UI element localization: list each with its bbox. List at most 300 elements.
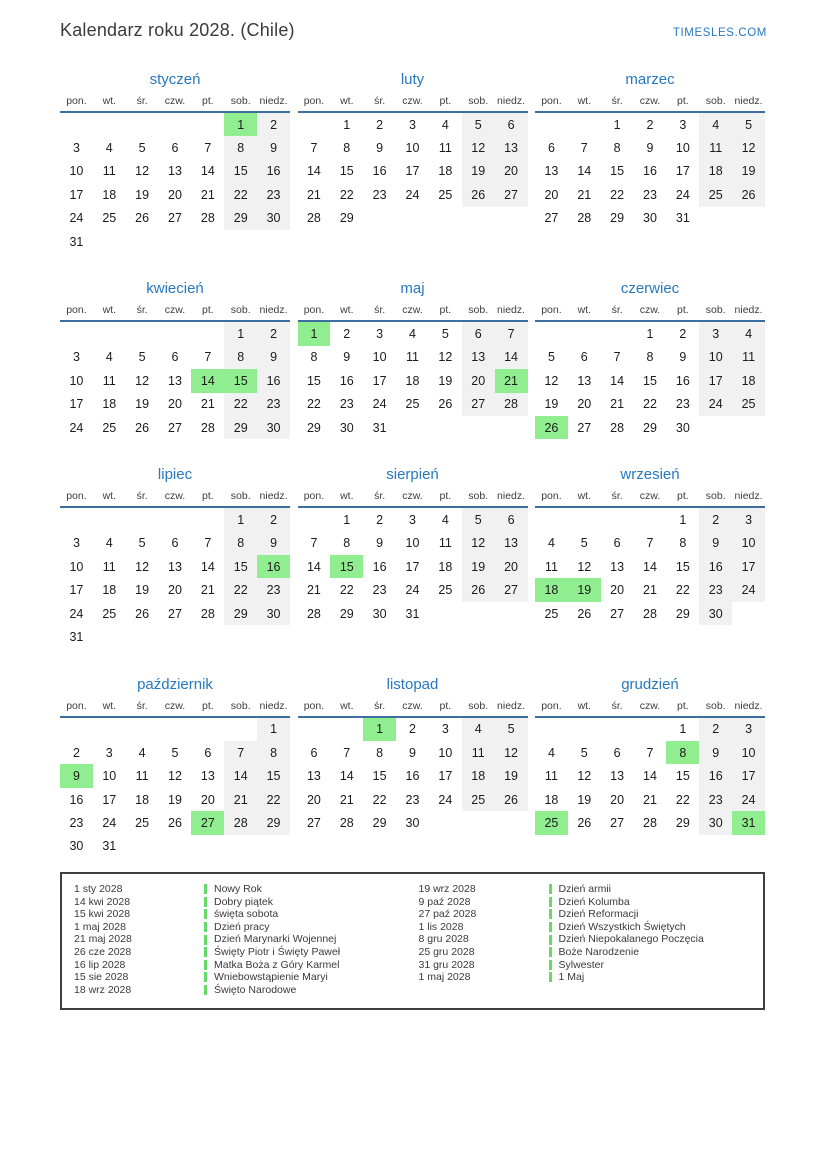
weekday-label: sob. xyxy=(705,95,726,107)
day-cell-holiday: 1 xyxy=(224,113,257,136)
day-cell: 5 xyxy=(547,350,555,365)
day-cell: 7 xyxy=(224,741,257,764)
day-cell: 18 xyxy=(405,373,420,388)
weekday-label: sob. xyxy=(230,490,251,503)
day-cell: 7 xyxy=(613,350,621,365)
day-cell: 22 xyxy=(339,583,354,598)
legend-entry xyxy=(549,959,764,972)
weekday-label: pt. xyxy=(677,304,689,317)
day-cell: 6 xyxy=(613,536,621,551)
day-cell: 21 xyxy=(306,583,321,598)
legend-holiday-name: Sylwester xyxy=(558,958,605,971)
day-cell: 16 xyxy=(372,559,387,574)
day-cell: 2 xyxy=(409,722,416,737)
day-cell: 5 xyxy=(580,745,588,760)
day-cell-holiday: 16 xyxy=(257,555,290,578)
day-cell: 24 xyxy=(69,606,84,621)
weekday-label: niedz. xyxy=(497,490,526,503)
day-cell: 17 xyxy=(438,769,453,784)
day-cell-empty xyxy=(93,230,126,253)
day-cell-empty xyxy=(60,508,93,531)
day-cell: 6 xyxy=(462,322,495,345)
legend-date: 1 sty 2028 xyxy=(74,883,123,895)
holiday-marker-icon xyxy=(204,972,207,982)
day-cell: 6 xyxy=(580,350,588,365)
day-cell: 1 xyxy=(343,117,351,132)
weekday-label: pon. xyxy=(66,699,87,712)
day-cell-holiday: 8 xyxy=(666,741,699,764)
day-cell-empty xyxy=(257,835,290,858)
day-cell: 21 xyxy=(224,788,257,811)
day-cell: 8 xyxy=(343,141,351,156)
day-cell: 20 xyxy=(495,555,528,578)
day-cell-empty xyxy=(93,113,126,136)
legend-dates-1 xyxy=(74,883,204,996)
day-cell: 13 xyxy=(544,164,559,179)
day-cell: 3 xyxy=(72,350,80,365)
day-cell: 16 xyxy=(372,164,387,179)
legend-date: 14 kwi 2028 xyxy=(74,895,131,908)
legend-column-1 xyxy=(74,883,419,996)
day-cell-holiday: 1 xyxy=(298,322,331,345)
day-cell-empty xyxy=(732,602,765,625)
day-cell: 22 xyxy=(610,187,625,202)
legend-holiday-name: Święto Narodowe xyxy=(214,983,297,996)
legend-date: 21 maj 2028 xyxy=(74,933,132,946)
day-cell: 3 xyxy=(376,327,384,342)
day-cell: 10 xyxy=(732,741,765,764)
day-cell: 5 xyxy=(138,350,146,365)
day-cell-holiday: 1 xyxy=(363,718,396,741)
day-cell: 26 xyxy=(462,578,495,601)
day-cell: 15 xyxy=(339,164,354,179)
day-cell: 18 xyxy=(438,164,453,179)
weekday-label: czw. xyxy=(639,304,661,317)
legend-holiday-name: Święty Piotr i Święty Paweł xyxy=(214,945,341,958)
legend-date: 1 maj 2028 xyxy=(74,920,126,933)
day-cell: 4 xyxy=(105,536,113,551)
weekday-label: śr. xyxy=(374,490,386,503)
day-cell: 12 xyxy=(135,373,150,388)
weekday-label: czw. xyxy=(639,95,661,107)
holiday-marker-icon xyxy=(549,947,552,957)
weekday-label: wt. xyxy=(102,699,116,712)
day-cell-empty xyxy=(126,718,159,741)
weekday-label: niedz. xyxy=(259,95,288,107)
legend-date: 26 cze 2028 xyxy=(74,945,132,958)
day-cell: 11 xyxy=(699,136,732,159)
weekday-header-row xyxy=(535,490,765,508)
legend-holiday-name: 1 Maj xyxy=(558,971,585,984)
day-cell: 28 xyxy=(577,211,592,226)
weekday-header-row xyxy=(298,304,528,322)
day-cell: 19 xyxy=(462,555,495,578)
day-cell: 4 xyxy=(547,536,555,551)
day-cell-empty xyxy=(568,508,601,531)
weekday-label: wt. xyxy=(577,304,591,317)
month-title: kwiecień xyxy=(146,280,204,298)
day-cell: 14 xyxy=(643,559,657,574)
month-title: lipiec xyxy=(157,466,193,484)
day-cell: 19 xyxy=(544,397,559,412)
day-cell: 12 xyxy=(544,373,559,388)
day-cell: 2 xyxy=(72,745,80,760)
day-cell: 14 xyxy=(306,559,321,574)
day-cell: 23 xyxy=(675,397,690,412)
day-cell: 9 xyxy=(679,350,687,365)
day-cell: 12 xyxy=(577,769,592,784)
day-cell: 2 xyxy=(699,508,732,531)
day-cell: 2 xyxy=(376,512,384,527)
day-cell-empty xyxy=(126,625,159,648)
day-cell-empty xyxy=(159,322,192,345)
day-cell: 17 xyxy=(732,764,765,787)
day-cell: 7 xyxy=(204,141,212,156)
day-cell: 13 xyxy=(200,769,215,784)
day-cell-empty xyxy=(699,207,732,230)
day-cell: 8 xyxy=(343,536,351,551)
day-cell: 1 xyxy=(613,117,621,132)
day-cell: 30 xyxy=(372,606,387,621)
day-cell: 7 xyxy=(310,141,318,156)
day-cell: 19 xyxy=(438,373,453,388)
weekday-label: pt. xyxy=(202,304,214,317)
day-cell: 26 xyxy=(462,183,495,206)
day-cell: 29 xyxy=(610,211,625,226)
day-cell: 30 xyxy=(339,420,354,435)
day-cell: 21 xyxy=(200,397,215,412)
day-cell: 22 xyxy=(224,578,257,601)
month-kwiecień xyxy=(60,280,290,439)
weekday-label: wt. xyxy=(577,490,591,503)
month-title: sierpień xyxy=(386,466,439,484)
holiday-marker-icon xyxy=(204,922,207,932)
day-cell: 25 xyxy=(102,211,117,226)
legend-entry xyxy=(204,921,419,934)
day-cell: 11 xyxy=(102,559,116,574)
day-cell: 2 xyxy=(376,117,384,132)
day-cell: 21 xyxy=(610,397,625,412)
day-cell: 29 xyxy=(224,602,257,625)
day-cell: 23 xyxy=(643,187,657,202)
day-cell-empty xyxy=(429,811,462,834)
legend-entry xyxy=(549,921,764,934)
day-cell: 24 xyxy=(732,788,765,811)
day-cell-empty xyxy=(159,835,192,858)
day-cell: 31 xyxy=(69,629,84,644)
day-cell-empty xyxy=(462,416,495,439)
day-cell: 20 xyxy=(610,583,625,598)
day-cell-empty xyxy=(601,718,634,741)
day-cell: 2 xyxy=(257,508,290,531)
day-cell: 11 xyxy=(462,741,495,764)
holiday-marker-icon xyxy=(549,972,552,982)
day-cell: 6 xyxy=(171,350,179,365)
day-cell-empty xyxy=(462,811,495,834)
weekday-label: niedz. xyxy=(734,699,763,712)
day-cell: 23 xyxy=(339,397,354,412)
day-cell: 29 xyxy=(675,606,690,621)
weekday-label: czw. xyxy=(402,304,423,317)
day-cell: 18 xyxy=(732,369,765,392)
day-cell: 10 xyxy=(732,532,765,555)
day-cell-empty xyxy=(191,113,224,136)
month-title: październik xyxy=(137,675,213,693)
day-cell: 8 xyxy=(224,532,257,555)
day-cell: 8 xyxy=(224,136,257,159)
day-cell: 30 xyxy=(257,416,290,439)
holiday-marker-icon xyxy=(549,960,552,970)
day-cell: 31 xyxy=(675,211,690,226)
day-cell: 7 xyxy=(646,536,654,551)
day-cell: 21 xyxy=(200,187,215,202)
day-cell: 17 xyxy=(732,555,765,578)
day-cell: 29 xyxy=(306,420,321,435)
day-grid xyxy=(60,322,290,439)
day-cell: 2 xyxy=(257,322,290,345)
day-cell: 29 xyxy=(643,420,657,435)
site-link[interactable]: TIMESLES.COM xyxy=(672,27,767,39)
weekday-header-row xyxy=(60,95,290,113)
day-cell-empty xyxy=(126,322,159,345)
weekday-label: pon. xyxy=(66,95,87,107)
day-cell: 11 xyxy=(544,769,558,784)
legend-holiday-name: Matka Boża z Góry Karmel xyxy=(214,958,340,971)
day-cell: 23 xyxy=(405,792,420,807)
weekday-label: pt. xyxy=(677,95,689,107)
day-cell: 19 xyxy=(577,792,592,807)
day-cell: 1 xyxy=(224,322,257,345)
day-cell-empty xyxy=(257,625,290,648)
weekday-label: sob. xyxy=(468,304,489,317)
day-cell: 14 xyxy=(495,346,528,369)
day-cell: 9 xyxy=(376,141,384,156)
day-cell-empty xyxy=(191,230,224,253)
day-cell: 4 xyxy=(547,745,555,760)
month-title: wrzesień xyxy=(620,466,680,484)
day-cell: 16 xyxy=(699,555,732,578)
day-cell: 5 xyxy=(138,141,146,156)
day-cell: 27 xyxy=(544,211,559,226)
holiday-marker-icon xyxy=(549,884,552,894)
legend-date: 27 paź 2028 xyxy=(418,908,477,921)
weekday-label: sob. xyxy=(230,699,251,712)
day-cell: 27 xyxy=(495,578,528,601)
day-cell: 4 xyxy=(441,512,449,527)
day-cell: 25 xyxy=(544,606,559,621)
day-cell-empty xyxy=(93,718,126,741)
weekday-label: wt. xyxy=(340,490,354,503)
day-cell: 14 xyxy=(306,164,321,179)
weekday-label: pt. xyxy=(677,490,689,503)
day-cell: 24 xyxy=(675,187,690,202)
day-cell: 6 xyxy=(495,113,528,136)
day-cell-empty xyxy=(191,718,224,741)
day-cell: 18 xyxy=(135,792,150,807)
weekday-label: czw. xyxy=(402,699,423,712)
day-cell: 23 xyxy=(372,187,387,202)
day-cell: 6 xyxy=(310,745,318,760)
weekday-label: pt. xyxy=(202,490,214,503)
month-styczeń xyxy=(60,71,290,253)
weekday-label: niedz. xyxy=(259,490,288,503)
day-cell: 6 xyxy=(171,141,179,156)
day-grid xyxy=(535,113,765,230)
day-cell-empty xyxy=(495,416,528,439)
weekday-label: pon. xyxy=(303,304,325,317)
day-cell: 29 xyxy=(257,811,290,834)
weekday-label: śr. xyxy=(374,95,386,107)
weekday-header-row xyxy=(535,95,765,113)
day-cell: 30 xyxy=(405,815,420,830)
day-cell: 10 xyxy=(405,141,420,156)
day-cell: 25 xyxy=(102,420,117,435)
day-cell: 29 xyxy=(339,606,354,621)
day-cell: 25 xyxy=(135,815,150,830)
day-cell: 17 xyxy=(405,559,420,574)
day-cell: 3 xyxy=(409,512,416,527)
weekday-label: śr. xyxy=(611,699,623,712)
day-cell-holiday: 21 xyxy=(495,369,528,392)
day-cell: 20 xyxy=(544,187,559,202)
day-cell-empty xyxy=(429,602,462,625)
day-cell-holiday: 9 xyxy=(60,764,93,787)
weekday-label: pt. xyxy=(202,699,214,712)
day-cell: 16 xyxy=(699,764,732,787)
holiday-marker-icon xyxy=(204,909,207,919)
day-cell: 3 xyxy=(409,117,416,132)
day-cell: 15 xyxy=(224,555,257,578)
month-marzec xyxy=(535,71,765,253)
legend-entry xyxy=(549,971,764,984)
weekday-label: pon. xyxy=(66,490,87,503)
legend-entry xyxy=(204,959,419,972)
page-header xyxy=(60,20,767,41)
day-cell: 11 xyxy=(135,769,149,784)
day-cell: 28 xyxy=(200,211,215,226)
day-cell: 24 xyxy=(438,792,453,807)
day-cell: 31 xyxy=(102,839,117,854)
day-cell: 20 xyxy=(306,792,321,807)
day-cell: 8 xyxy=(310,350,318,365)
day-cell: 17 xyxy=(675,164,690,179)
day-cell-empty xyxy=(126,508,159,531)
day-cell-empty xyxy=(191,322,224,345)
day-cell: 26 xyxy=(135,420,150,435)
legend-date: 19 wrz 2028 xyxy=(418,883,476,895)
day-cell: 4 xyxy=(138,745,146,760)
day-cell: 28 xyxy=(200,420,215,435)
legend-entry xyxy=(549,908,764,921)
day-cell-empty xyxy=(634,508,667,531)
weekday-label: pt. xyxy=(439,95,452,107)
legend-holiday-name: Dzień Kolumba xyxy=(558,895,630,908)
holiday-marker-icon xyxy=(549,935,552,945)
weekday-label: sob. xyxy=(705,490,726,503)
day-cell: 13 xyxy=(168,373,182,388)
holiday-legend xyxy=(60,872,765,1010)
day-cell: 27 xyxy=(462,393,495,416)
month-wrzesień xyxy=(535,466,765,648)
weekday-label: sob. xyxy=(468,490,489,503)
day-cell: 24 xyxy=(699,393,732,416)
day-cell-empty xyxy=(298,508,331,531)
legend-holiday-name: Dzień armii xyxy=(558,883,612,895)
day-cell: 27 xyxy=(168,420,182,435)
day-cell-empty xyxy=(495,602,528,625)
day-cell: 25 xyxy=(462,788,495,811)
legend-date: 25 gru 2028 xyxy=(418,945,475,958)
day-cell: 25 xyxy=(438,583,453,598)
holiday-marker-icon xyxy=(204,884,207,894)
day-cell-holiday: 25 xyxy=(535,811,568,834)
day-cell-empty xyxy=(93,508,126,531)
month-sierpień xyxy=(298,466,528,648)
day-cell: 22 xyxy=(224,183,257,206)
day-cell: 14 xyxy=(224,764,257,787)
weekday-label: niedz. xyxy=(734,304,763,317)
month-title: maj xyxy=(400,280,425,298)
day-cell: 22 xyxy=(224,393,257,416)
day-cell: 22 xyxy=(372,792,387,807)
day-cell-empty xyxy=(159,113,192,136)
month-maj xyxy=(298,280,528,439)
day-cell-empty xyxy=(601,322,634,345)
day-cell: 29 xyxy=(224,207,257,230)
day-cell: 19 xyxy=(135,397,150,412)
month-title: listopad xyxy=(386,675,439,693)
legend-entry xyxy=(204,883,419,896)
day-cell-empty xyxy=(535,718,568,741)
legend-entry xyxy=(204,946,419,959)
day-cell: 29 xyxy=(224,416,257,439)
day-cell: 16 xyxy=(405,769,420,784)
day-grid xyxy=(535,322,765,439)
day-cell: 12 xyxy=(577,559,592,574)
day-cell: 9 xyxy=(257,136,290,159)
day-cell: 3 xyxy=(732,718,765,741)
day-cell-empty xyxy=(224,718,257,741)
day-cell: 7 xyxy=(495,322,528,345)
day-cell: 28 xyxy=(339,815,354,830)
day-cell: 9 xyxy=(376,536,384,551)
weekday-label: śr. xyxy=(136,95,148,107)
legend-holiday-name: Dzień pracy xyxy=(214,920,270,933)
day-cell: 10 xyxy=(69,164,84,179)
weekday-label: czw. xyxy=(402,95,423,107)
day-cell: 3 xyxy=(72,141,80,156)
month-lipiec xyxy=(60,466,290,648)
day-cell: 16 xyxy=(675,373,690,388)
day-cell-empty xyxy=(191,508,224,531)
day-cell: 19 xyxy=(135,187,150,202)
day-cell: 12 xyxy=(135,559,150,574)
day-cell: 3 xyxy=(732,508,765,531)
day-cell: 7 xyxy=(204,350,212,365)
day-cell: 30 xyxy=(257,602,290,625)
weekday-label: pt. xyxy=(439,490,452,503)
month-title: styczeń xyxy=(149,71,201,88)
day-grid xyxy=(298,322,528,439)
weekday-label: wt. xyxy=(102,304,116,317)
weekday-label: pon. xyxy=(303,699,325,712)
day-cell-empty xyxy=(568,322,601,345)
day-cell: 11 xyxy=(732,346,765,369)
day-cell: 28 xyxy=(610,420,625,435)
weekday-label: pon. xyxy=(303,95,325,107)
holiday-marker-icon xyxy=(204,935,207,945)
weekday-label: pon. xyxy=(541,304,562,317)
